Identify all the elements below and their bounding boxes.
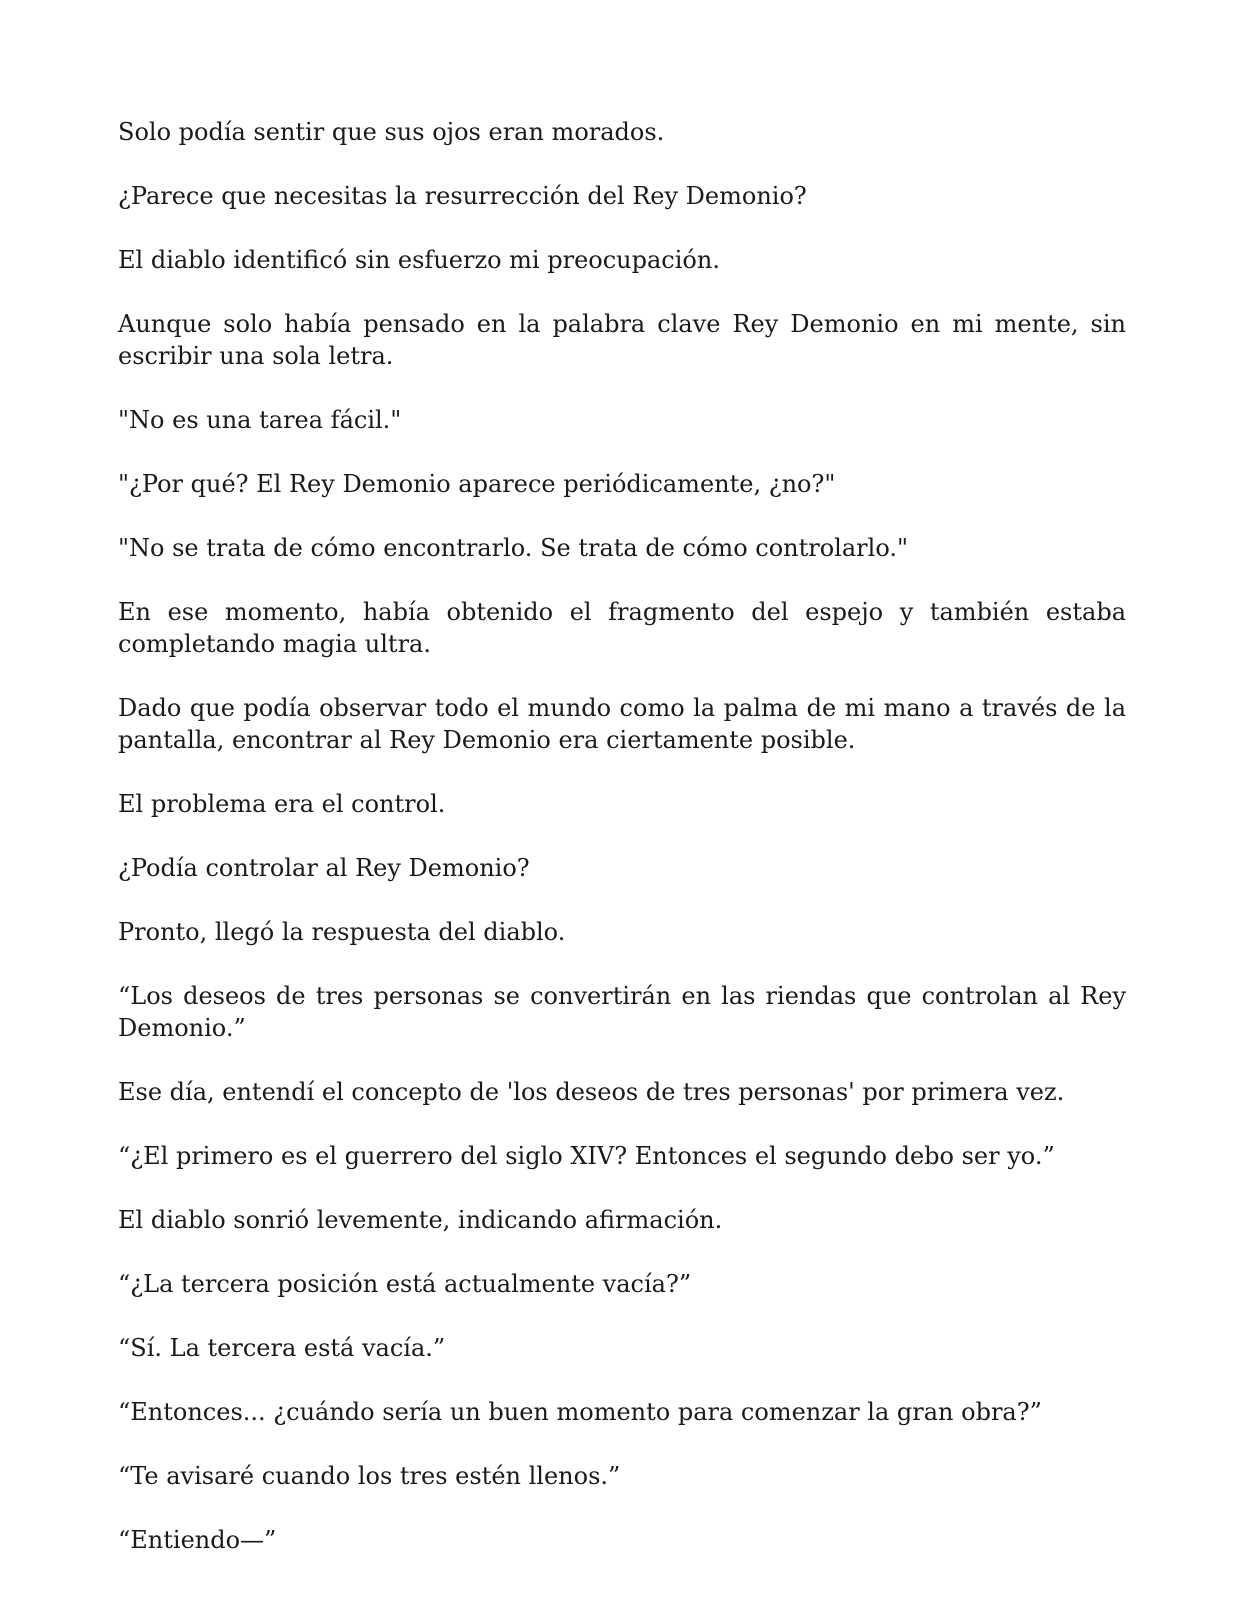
paragraph: Aunque solo había pensado en la palabra clave Rey Demonio en mi mente, sin escribir una sola letra. (118, 310, 1126, 370)
paragraph: "¿Por qué? El Rey Demonio aparece periódicamente, ¿no?" (118, 470, 836, 498)
paragraph: “Entiendo—” (118, 1526, 277, 1554)
paragraph: "No se trata de cómo encontrarlo. Se trata de cómo controlarlo." (118, 534, 909, 562)
paragraph: “¿El primero es el guerrero del siglo XIV? Entonces el segundo debo ser yo.” (118, 1142, 1055, 1170)
paragraph: El diablo sonrió levemente, indicando afirmación. (118, 1206, 723, 1234)
paragraph: El problema era el control. (118, 790, 446, 818)
paragraph: "No es una tarea fácil." (118, 406, 402, 434)
paragraph: En ese momento, había obtenido el fragmento del espejo y también estaba completando magia ultra. (118, 598, 1126, 658)
document-body (118, 116, 1126, 1588)
paragraph: Solo podía sentir que sus ojos eran morados. (118, 118, 665, 146)
paragraph: ¿Podía controlar al Rey Demonio? (118, 854, 530, 882)
paragraph: “¿La tercera posición está actualmente vacía?” (118, 1270, 692, 1298)
paragraph: “Los deseos de tres personas se convertirán en las riendas que controlan al Rey Demonio.” (118, 982, 1126, 1042)
paragraph: “Te avisaré cuando los tres estén llenos.” (118, 1462, 621, 1490)
paragraph: ¿Parece que necesitas la resurrección del Rey Demonio? (118, 182, 807, 210)
paragraph: El diablo identificó sin esfuerzo mi preocupación. (118, 246, 720, 274)
paragraph: Ese día, entendí el concepto de 'los deseos de tres personas' por primera vez. (118, 1078, 1065, 1106)
paragraph: Pronto, llegó la respuesta del diablo. (118, 918, 566, 946)
paragraph: “Sí. La tercera está vacía.” (118, 1334, 446, 1362)
paragraph: “Entonces... ¿cuándo sería un buen momento para comenzar la gran obra?” (118, 1398, 1042, 1426)
paragraph: Dado que podía observar todo el mundo como la palma de mi mano a través de la pantalla, encontrar al Rey Demonio era ciertamente posible. (118, 694, 1126, 754)
